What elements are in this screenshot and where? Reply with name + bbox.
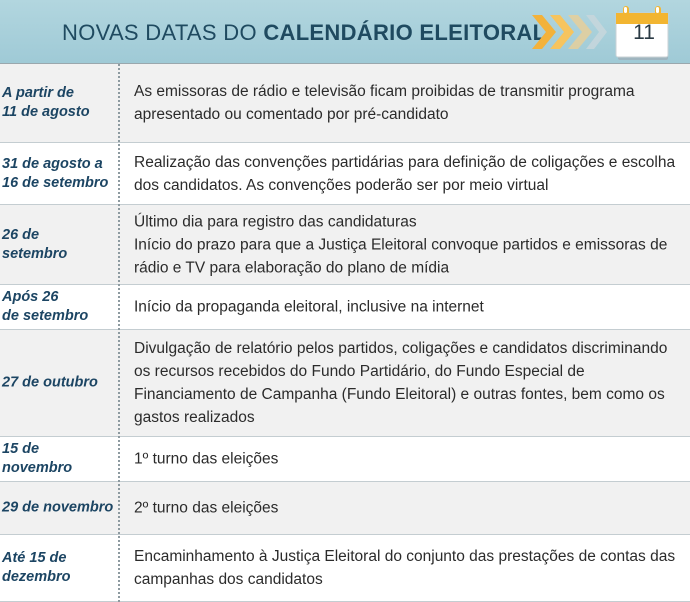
page-title (62, 20, 546, 46)
row-date (2, 155, 114, 193)
row-description-line: 1º turno das eleições (134, 450, 279, 468)
row-date-line: Até 15 de (2, 550, 67, 566)
row-date-line: 15 de (2, 441, 40, 457)
table-row (0, 482, 690, 535)
row-date (2, 499, 114, 518)
row-description (134, 151, 682, 197)
row-description-line: As emissoras de rádio e televisão ficam proibidas de transmitir programa apresentado ou comentado por pré-candidato (134, 83, 635, 123)
title-bold: CALENDÁRIO ELEITORAL (263, 20, 547, 45)
table-row (0, 285, 690, 330)
row-description-line: Encaminhamento à Justiça Eleitoral do conjunto das prestações de contas das campanhas dos candidatos (134, 548, 676, 588)
table-row (0, 143, 690, 205)
chevron-1 (532, 15, 556, 49)
row-description-line: Divulgação de relatório pelos partidos, coligações e candidatos discriminando os recursos recebidos do Fundo Partidário, do Fundo Especial de Financiamento de Campanha (Fundo Eleitoral) e outras fontes, bem como os gastos realizados (134, 340, 668, 426)
row-date (2, 288, 114, 326)
row-description (134, 210, 682, 279)
chevrons-icon (532, 13, 610, 51)
row-description (134, 448, 682, 471)
row-date-line: 16 de setembro (2, 174, 109, 191)
row-date-line: 27 de outubro (2, 374, 98, 391)
row-date-line: novembro (2, 460, 73, 476)
row-description-line: Início do prazo para que a Justiça Eleitoral convoque partidos e emissoras de rádio e TV para elaboração do plano de mídia (134, 236, 668, 276)
row-date-line: setembro (2, 245, 68, 262)
row-description (134, 296, 682, 319)
row-date (2, 84, 114, 122)
table-row (0, 64, 690, 143)
row-description (134, 337, 682, 429)
row-description-line: Realização das convenções partidárias para definição de coligações e escolha dos candidatos. As convenções poderão ser por meio virtual (134, 153, 676, 194)
header-band (0, 0, 690, 63)
row-description-line: Início da propaganda eleitoral, inclusive na internet (134, 298, 484, 316)
row-date-line: 11 de agosto (2, 104, 90, 120)
table-row (0, 205, 690, 285)
row-date (2, 549, 114, 587)
row-date-line: Após 26 (2, 289, 59, 305)
row-description (134, 545, 682, 591)
row-date-line: 31 de agosto a (2, 155, 103, 172)
calendar-number: 11 (633, 21, 655, 44)
row-date-line: de setembro (2, 308, 89, 324)
row-date (2, 226, 114, 264)
row-date-line: A partir de (2, 85, 74, 101)
row-date-line: dezembro (2, 569, 71, 585)
table-row (0, 330, 690, 437)
row-description (134, 80, 682, 126)
row-date (2, 440, 114, 478)
row-date-line: 26 de (2, 226, 40, 243)
table-row (0, 437, 690, 482)
row-date-line: 29 de novembro (2, 499, 114, 516)
row-description-line: 2º turno das eleições (134, 499, 279, 517)
row-date (2, 374, 114, 393)
title-prefix: NOVAS DATAS DO (62, 20, 264, 45)
dotted-separator (118, 64, 120, 602)
table-row (0, 535, 690, 602)
row-description-line: Último dia para registro das candidaturas (134, 213, 417, 230)
row-description (134, 497, 682, 520)
